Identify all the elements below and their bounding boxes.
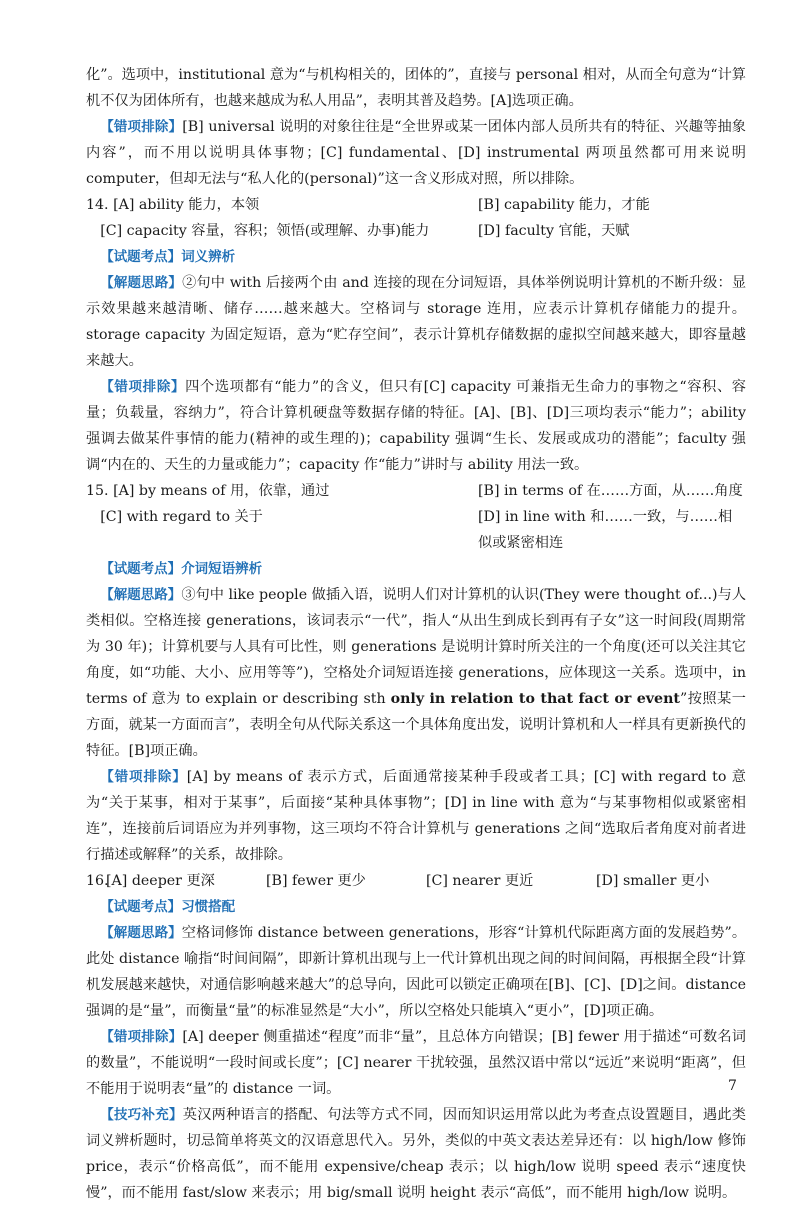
q14-option-a: [A] ability 能力，本领 bbox=[113, 197, 260, 213]
q15-error-analysis: 【错项排除】[A] by means of 表示方式，后面通常接某种手段或者工具；[C] with regard to 意为“关于某事，相对于某事”，后面接“某种具体事物”；[D] in line with 意为“与某事物相似或紧密相连”，连接前后词语应为并列事物，这三项均不符合计算机与 generations 之间“选取后者角度对前者进行描述或解释”的关系，故排除。 bbox=[86, 769, 746, 863]
q14-options bbox=[86, 192, 746, 244]
q15-option-d: [D] in line with 和……一致，与……相似或紧密相连 bbox=[478, 509, 733, 551]
q16-option-d: [D] smaller 更小 bbox=[596, 873, 710, 889]
q14-error-analysis: 【错项排除】四个选项都有“能力”的含义，但只有[C] capacity 可兼指无生命力的事物之“容积、容量；负载量，容纳力”，符合计算机硬盘等数据存储的特征。[A]、[B]、[D]三项均表示“能力”；ability 强调去做某件事情的能力(精神的或生理的)；capability 强调“生长、发展或成功的潜能”；faculty 强调“内在的、天生的力量或能力”；capacity 作“能力”讲时与 ability 用法一致。 bbox=[86, 379, 746, 473]
q14-reasoning: 【解题思路】②句中 with 后接两个由 and 连接的现在分词短语，具体举例说明计算机的不断升级：显示效果越来越清晰、储存……越来越大。空格词与 storage 连用，应表示计算机存储能力的提升。storage capacity 为固定短语，意为“贮存空间”，表示计算机存储数据的虚拟空间越来越大，即容量越来越大。 bbox=[86, 275, 747, 369]
q16-options bbox=[86, 868, 746, 894]
q15-options bbox=[86, 478, 746, 556]
q13-error-analysis: 【错项排除】[B] universal 说明的对象往往是“全世界或某一团体内部人员所共有的特征、兴趣等抽象内容”，而不用以说明具体事物；[C] fundamental、[D] instrumental 两项虽然都可用来说明 computer，但却无法与“私人化的(personal)”这一含义形成对照，所以排除。 bbox=[86, 119, 746, 187]
q14-option-d: [D] faculty 官能，天赋 bbox=[478, 223, 630, 239]
q15-number: 15. bbox=[86, 483, 109, 499]
q16-option-a: [A] deeper 更深 bbox=[106, 873, 215, 889]
page-content bbox=[86, 62, 746, 1206]
paragraph-answer-13: 化”。选项中，institutional 意为“与机构相关的，团体的”，直接与 personal 相对，从而全句意为“计算机不仅为团体所有，也越来越成为私人用品”，表明其普及趋势。[A]选项正确。 bbox=[86, 67, 746, 109]
q16-number: 16. bbox=[86, 873, 109, 889]
q14-test-point: 【试题考点】词义辨析 bbox=[100, 249, 236, 265]
q14-number: 14. bbox=[86, 197, 109, 213]
q15-option-a: [A] by means of 用，依靠，通过 bbox=[113, 483, 330, 499]
q14-option-c: [C] capacity 容量，容积；领悟(或理解、办事)能力 bbox=[100, 223, 430, 239]
label-error-elimination: 【错项排除】 bbox=[100, 119, 183, 135]
q16-option-b: [B] fewer 更少 bbox=[266, 873, 366, 889]
q16-error-analysis: 【错项排除】[A] deeper 侧重描述“程度”而非“量”，且总体方向错误；[B] fewer 用于描述“可数名词的数量”，不能说明“一段时间或长度”；[C] nearer 干扰较强，虽然汉语中常以“远近”来说明“距离”，但不能用于说明表“量”的 distance 一词。 bbox=[86, 1029, 746, 1097]
q15-reasoning: 【解题思路】③句中 like people 做插入语，说明人们对计算机的认识(They were thought of...)与人类相似。空格连接 generations，该词表示“一代”，指人“从出生到成长到再有子女”这一时间段(周期常为 30 年)；计算机要与人具有可比性，则 generations 是说明计算时所关注的一个角度(还可以关注其它角度，如“功能、大小、应用等等”)，空格处介词短语连接 generations，应体现这一关系。选项中，in terms of 意为 to explain or describing sth only in relation to that fact or event”按照某一方面，就某一方面而言”，表明全句从代际关系这一个具体角度出发，说明计算机和人一样具有更新换代的特征。[B]项正确。 bbox=[86, 587, 747, 759]
page-number: 7 bbox=[728, 1078, 737, 1094]
q16-option-c: [C] nearer 更近 bbox=[426, 873, 534, 889]
q15-test-point: 【试题考点】介词短语辨析 bbox=[100, 561, 263, 577]
q15-option-c: [C] with regard to 关于 bbox=[100, 509, 263, 525]
q15-option-b: [B] in terms of 在……方面，从……角度 bbox=[478, 483, 743, 499]
q16-tip: 【技巧补充】英汉两种语言的搭配、句法等方式不同，因而知识运用常以此为考查点设置题目，遇此类词义辨析题时，切忌简单将英文的汉语意思代入。另外，类似的中英文表达差异还有：以 high/low 修饰 price，表示“价格高低”，而不能用 expensive/cheap 表示；以 high/low 说明 speed 表示“速度快慢”，而不能用 fast/slow 来表示；用 big/small 说明 height 表示“高低”，而不能用 high/low 说明。 bbox=[86, 1107, 746, 1201]
q14-option-b: [B] capability 能力，才能 bbox=[478, 197, 650, 213]
q16-test-point: 【试题考点】习惯搭配 bbox=[100, 899, 236, 915]
q16-reasoning: 【解题思路】空格词修饰 distance between generations，形容“计算机代际距离方面的发展趋势”。此处 distance 喻指“时间间隔”，即新计算机出现与上一代计算机出现之间的时间间隔，再根据全段“计算机发展越来越快，对通信影响越来越大”的总导向，因此可以锁定正确项在[B]、[C]、[D]之间。distance 强调的是“量”，而衡量“量”的标准显然是“大小”，所以空格处只能填入“更小”，[D]项正确。 bbox=[86, 925, 747, 1019]
